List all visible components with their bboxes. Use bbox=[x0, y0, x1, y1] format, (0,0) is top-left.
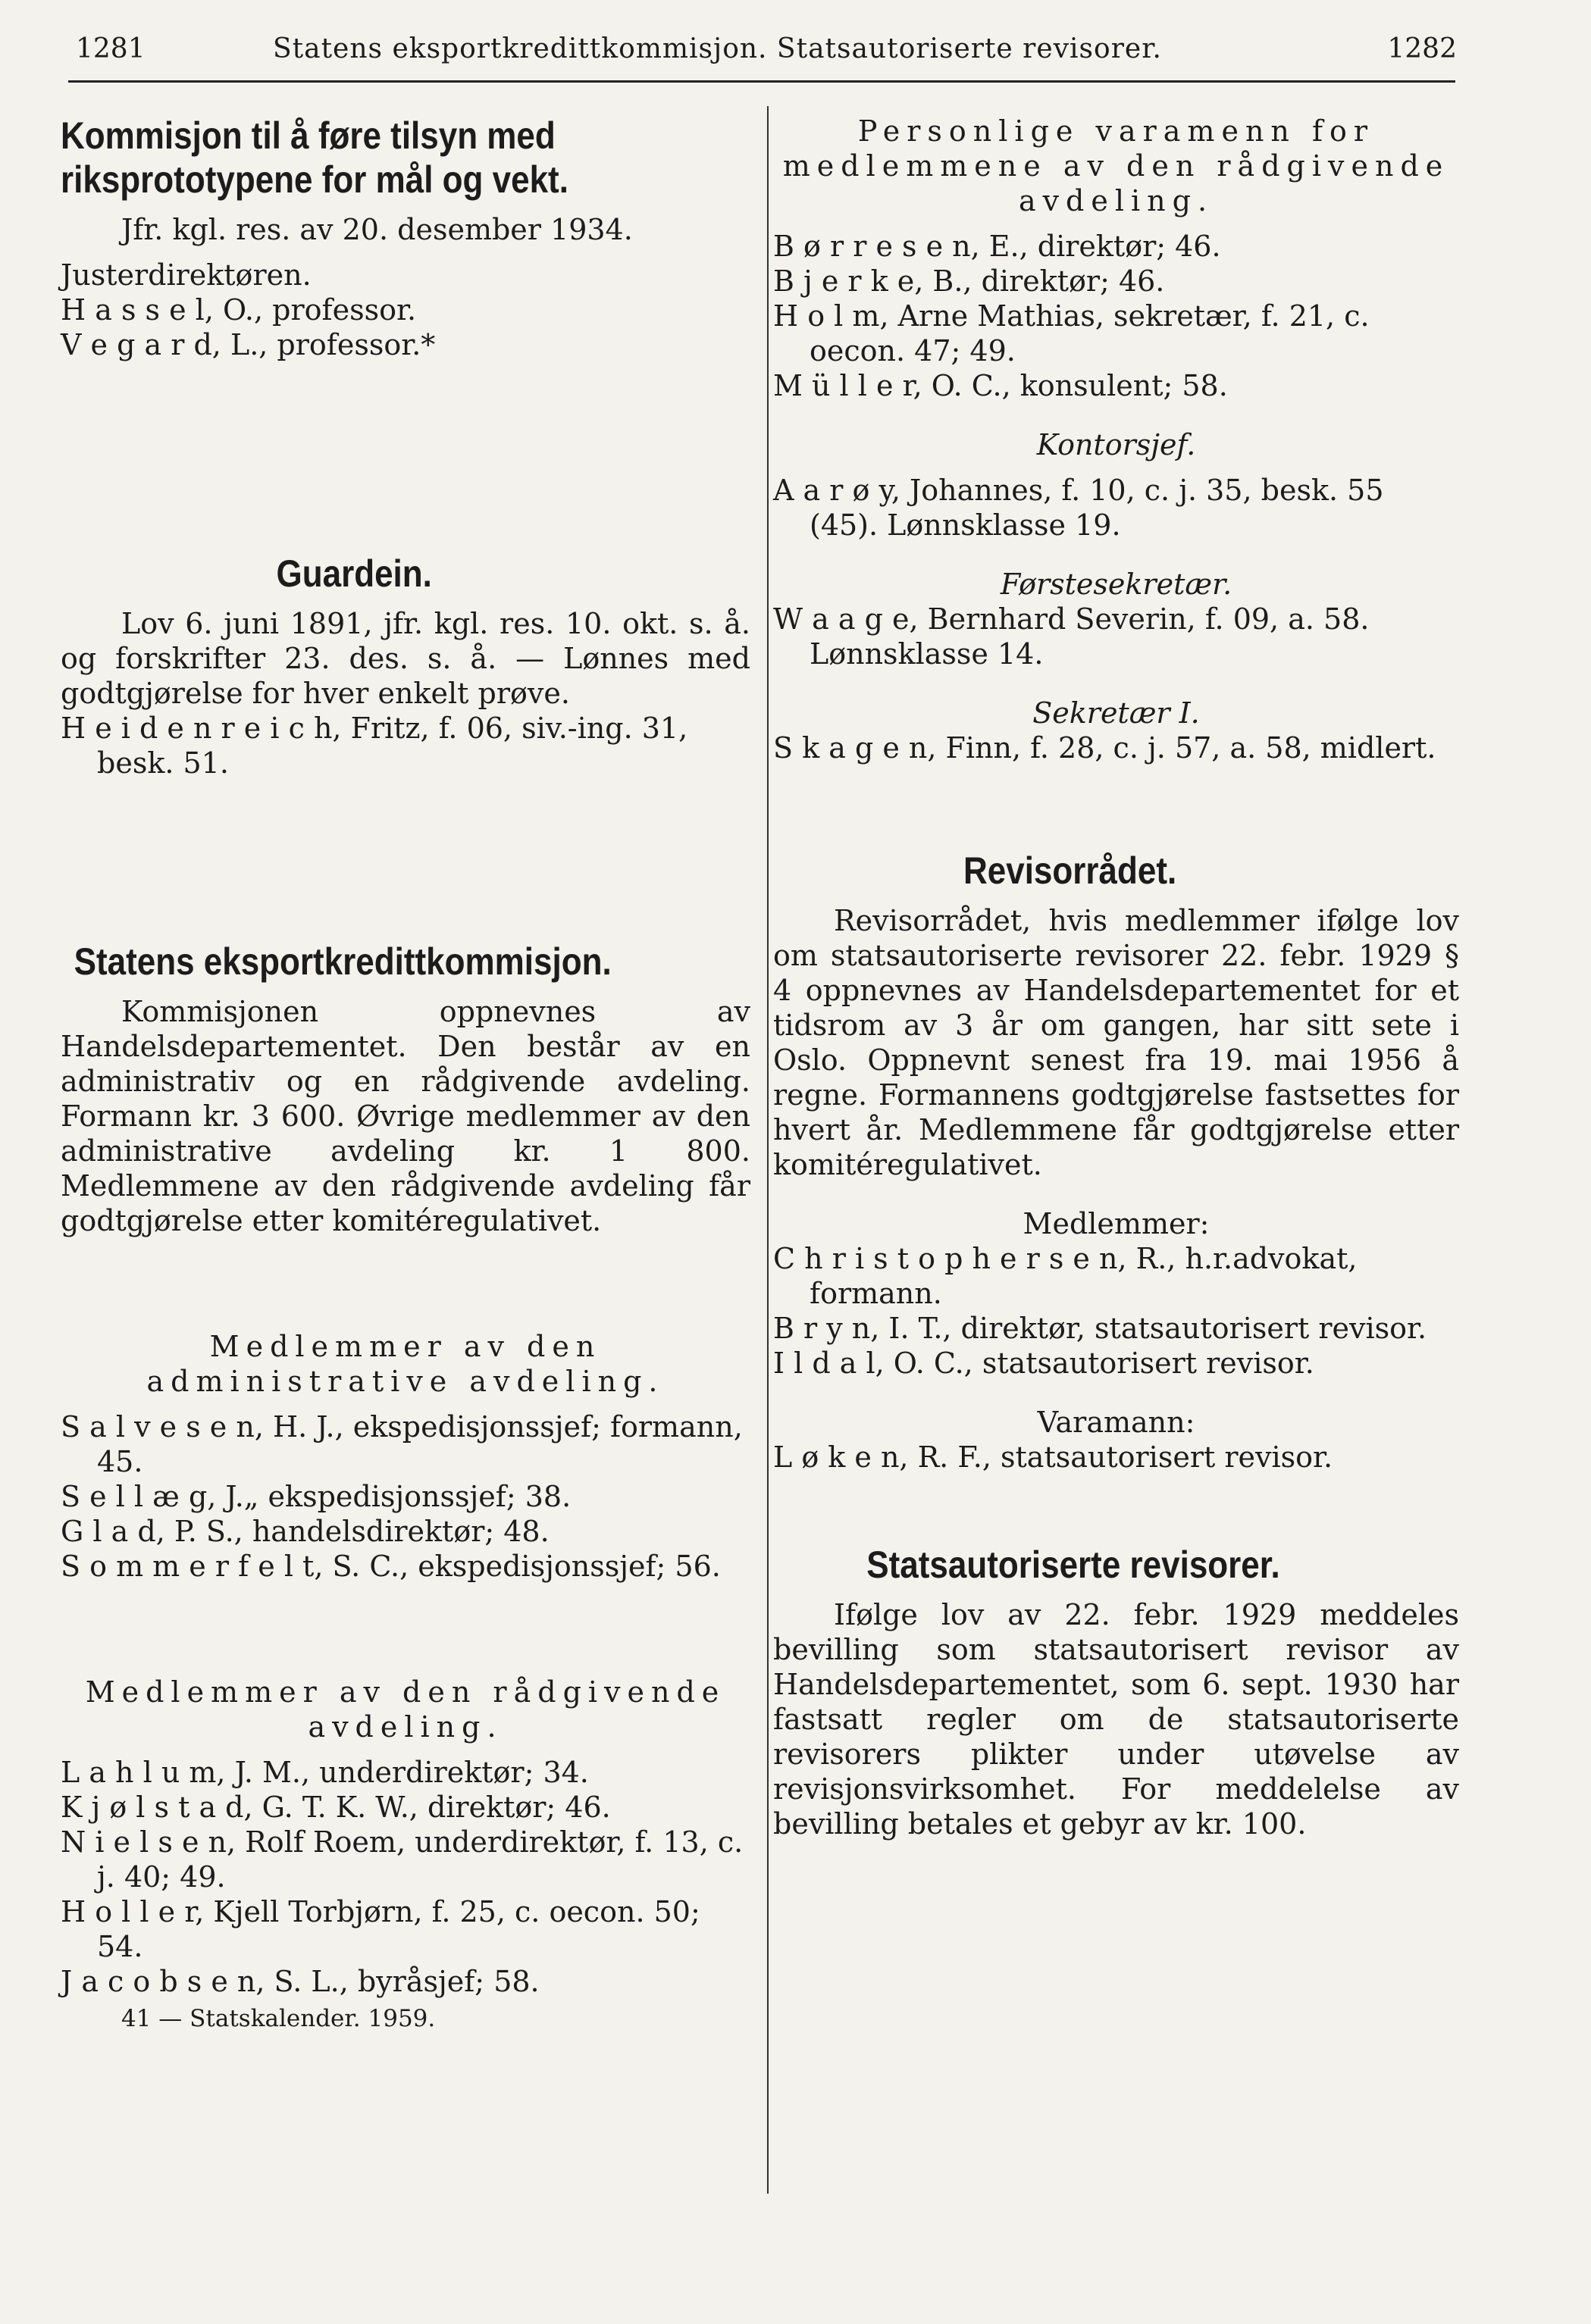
subheading-forstesekretaer: Førstesekretær. bbox=[1000, 568, 1232, 601]
column-divider bbox=[767, 106, 769, 2194]
page-footer: 41 — Statskalender. 1959. bbox=[121, 2005, 436, 2032]
revisorradet-member: C h r i s t o p h e r s e n, R., h.r.advokat, formann. bbox=[773, 1242, 1358, 1310]
kommisjon-line: H a s s e l, O., professor. bbox=[61, 293, 417, 327]
subheading-medlemmer: Medlemmer: bbox=[1023, 1207, 1210, 1240]
kommisjon-reference: Jfr. kgl. res. av 20. desember 1934. bbox=[121, 213, 633, 246]
subheading-sekretaer: Sekretær I. bbox=[1032, 696, 1200, 730]
varamann-entry: B j e r k e, B., direktør; 46. bbox=[773, 264, 1165, 298]
revisorradet-varamann: L ø k e n, R. F., statsautorisert revisor. bbox=[773, 1440, 1333, 1474]
page-number-left: 1281 bbox=[76, 33, 146, 64]
revisorradet-body: Revisorrådet, hvis medlemmer ifølge lov om statsautoriserte revisorer 22. febr. 1929 § 4 oppnevnes av Handelsdepartementet for et tidsrom av 3 år om gangen, har sitt sete i Oslo. Oppnevnt senest fra 19. mai 1956 å regne. Formannens godtgjørelse fastsettes for hvert år. Medlemmene får godtgjørelse etter komitéregulativet. bbox=[773, 904, 1459, 1181]
running-header bbox=[76, 33, 1457, 79]
member-entry: S a l v e s e n, H. J., ekspedisjonssjef; formann, 45. bbox=[61, 1410, 743, 1478]
kommisjon-line: Justerdirektøren. bbox=[61, 258, 312, 292]
revisorradet-member: I l d a l, O. C., statsautorisert revisor. bbox=[773, 1347, 1314, 1380]
subheading-varamann: Varamann: bbox=[1037, 1406, 1195, 1439]
revisorradet-member: B r y n, I. T., direktør, statsautorisert revisor. bbox=[773, 1312, 1427, 1345]
section-title-kommisjon: Kommisjon til å føre tilsyn med riksprototypene for mål og vekt. bbox=[61, 114, 568, 201]
kontorsjef-entry: A a r ø y, Johannes, f. 10, c. j. 35, besk. 55 (45). Lønnsklasse 19. bbox=[773, 474, 1384, 542]
subheading-radgivende: Medlemmer av den rådgivende avdeling. bbox=[85, 1675, 726, 1744]
subheading-varamenn: Personlige varamenn for medlemmene av den rådgivende avdeling. bbox=[782, 114, 1450, 217]
section-title-eksportkreditt: Statens eksportkredittkommisjon. bbox=[74, 940, 612, 983]
varamann-entry: H o l m, Arne Mathias, sekretær, f. 21, c. oecon. 47; 49. bbox=[773, 299, 1370, 368]
statsautoriserte-body: Ifølge lov av 22. febr. 1929 meddeles bevilling som statsautorisert revisor av Handelsdepartementet, som 6. sept. 1930 har fastsatt regler om de statsautoriserte revisorers plikter under utøvelse av revisjonsvirksomhet. For meddelelse av bevilling betales et gebyr av kr. 100. bbox=[773, 1598, 1459, 1841]
page-number-right: 1282 bbox=[1387, 33, 1457, 64]
right-column bbox=[773, 114, 1459, 1841]
member-entry: L a h l u m, J. M., underdirektør; 34. bbox=[61, 1756, 589, 1789]
section-title-guardein: Guardein. bbox=[276, 552, 432, 595]
member-entry: N i e l s e n, Rolf Roem, underdirektør, f. 13, c. j. 40; 49. bbox=[61, 1825, 744, 1894]
member-entry: S o m m e r f e l t, S. C., ekspedisjonssjef; 56. bbox=[61, 1550, 721, 1583]
section-title-revisorradet: Revisorrådet. bbox=[963, 849, 1177, 892]
guardein-entry: H e i d e n r e i c h, Fritz, f. 06, siv.-ing. 31, besk. 51. bbox=[61, 712, 688, 780]
subheading-kontorsjef: Kontorsjef. bbox=[1036, 428, 1196, 461]
varamann-entry: M ü l l e r, O. C., konsulent; 58. bbox=[773, 369, 1228, 402]
header-rule bbox=[68, 80, 1455, 83]
running-title: Statens eksportkredittkommisjon. Statsautoriserte revisorer. bbox=[273, 33, 1162, 64]
member-entry: K j ø l s t a d, G. T. K. W., direktør; 46. bbox=[61, 1791, 611, 1824]
varamann-entry: B ø r r e s e n, E., direktør; 46. bbox=[773, 230, 1221, 263]
sekretaer-entry: S k a g e n, Finn, f. 28, c. j. 57, a. 58, midlert. bbox=[773, 731, 1436, 765]
kommisjon-line: V e g a r d, L., professor.* bbox=[61, 328, 436, 361]
section-title-statsautoriserte: Statsautoriserte revisorer. bbox=[866, 1544, 1280, 1586]
subheading-administrative: Medlemmer av den administrative avdeling. bbox=[146, 1330, 665, 1398]
guardein-body: Lov 6. juni 1891, jfr. kgl. res. 10. okt. s. å. og forskrifter 23. des. s. å. — Lønnes med godtgjørelse for hver enkelt prøve. bbox=[61, 607, 750, 710]
member-entry: G l a d, P. S., handelsdirektør; 48. bbox=[61, 1515, 550, 1548]
member-entry: H o l l e r, Kjell Torbjørn, f. 25, c. oecon. 50; 54. bbox=[61, 1895, 700, 1963]
forstesekretaer-entry: W a a g e, Bernhard Severin, f. 09, a. 58. Lønnsklasse 14. bbox=[773, 602, 1370, 671]
member-entry: S e l l æ g, J.„ ekspedisjonssjef; 38. bbox=[61, 1480, 572, 1513]
left-column bbox=[61, 114, 750, 2034]
member-entry: J a c o b s e n, S. L., byråsjef; 58. bbox=[61, 1965, 540, 1998]
eksportkreditt-body: Kommisjonen oppnevnes av Handelsdepartementet. Den består av en administrativ og en rådgivende avdeling. Formann kr. 3 600. Øvrige medlemmer av den administrative avdeling kr. 1 800. Medlemmene av den rådgivende avdeling får godtgjørelse etter komitéregulativet. bbox=[61, 995, 750, 1237]
